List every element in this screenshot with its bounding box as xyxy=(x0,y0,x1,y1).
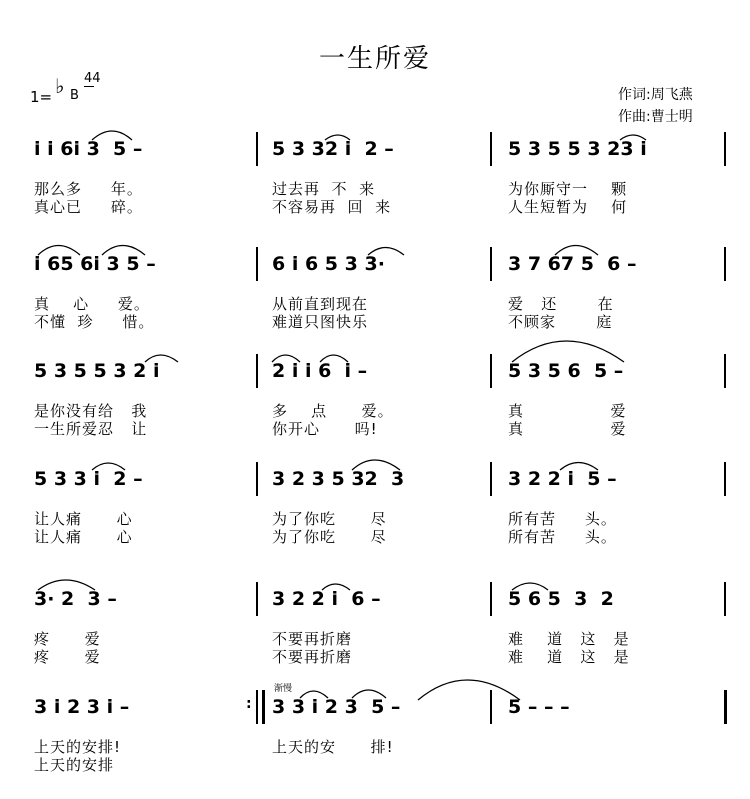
slur xyxy=(368,248,404,256)
lyric-line: 不要再折磨 xyxy=(272,648,353,666)
slur xyxy=(418,680,520,700)
lyric-line: 上天的安 排! xyxy=(272,738,394,756)
lyric-line: 所有苦 头。 xyxy=(508,510,617,528)
lyric-line: 真 爱 xyxy=(508,420,627,438)
lyric-line: 为你厮守一 颗 xyxy=(508,180,628,198)
note-group: 6 i 6 5 3 3· xyxy=(272,253,385,275)
time-numerator: 4 xyxy=(84,71,93,86)
note-group: 5 3 5 5 3 23 i xyxy=(508,138,647,160)
lyric-line: 疼 爱 xyxy=(34,648,101,666)
lyric-line: 真心已 碎。 xyxy=(34,198,143,216)
lyric-line: 难 道 这 是 xyxy=(508,630,630,648)
slur xyxy=(560,463,598,471)
lyric-line: 从前直到现在 xyxy=(272,295,369,313)
lyric-line: 是你没有给 我 xyxy=(34,402,148,420)
slur xyxy=(92,463,125,470)
lyric-line: 那么多 年。 xyxy=(34,180,143,198)
note-group: 5 3 5 5 3 2 i xyxy=(34,360,160,382)
slur xyxy=(145,355,178,362)
note-group: 5 – – – xyxy=(508,696,570,718)
lyric-line: 多 点 爱。 xyxy=(272,402,394,420)
slur xyxy=(38,580,95,590)
note-group: 3· 2 3 – xyxy=(34,588,117,610)
slur xyxy=(320,355,348,362)
lyric-line: 不要再折磨 xyxy=(272,630,353,648)
note-group: 3 i 2 3 i – xyxy=(34,696,130,718)
key-label: 1= xyxy=(30,88,53,106)
lyric-line: 真 爱 xyxy=(508,402,627,420)
lyric-line: 为了你吃 尽 xyxy=(272,510,387,528)
note-group: 5 3 32 i 2 – xyxy=(272,138,394,160)
lyric-line: 人生短暂为 何 xyxy=(508,198,628,216)
flat-icon: ♭ xyxy=(55,74,65,98)
note-group: 2 i i 6 i – xyxy=(272,360,368,382)
note-group: 3 7 67 5 6 – xyxy=(508,253,637,275)
song-title: 一生所爱 xyxy=(318,44,431,74)
lyric-line: 不懂 珍 惜。 xyxy=(34,313,155,331)
lyric-line: 让人痛 心 xyxy=(34,528,133,546)
note-group: 5 3 5 6 5 – xyxy=(508,360,624,382)
slur xyxy=(38,246,80,256)
lyric-line: 不容易再 回 来 xyxy=(272,198,392,216)
lyric-line: 所有苦 头。 xyxy=(508,528,617,546)
lyric-line: 上天的安排 xyxy=(34,756,115,774)
slur xyxy=(555,246,598,256)
tempo-mark: 渐慢 xyxy=(274,684,293,694)
note-group: 3 2 3 5 32 3 xyxy=(272,468,405,490)
slur xyxy=(352,690,386,698)
lyric-line: 上天的安排! xyxy=(34,738,122,756)
lyric-line: 疼 爱 xyxy=(34,630,101,648)
lyric-line: 不顾家 庭 xyxy=(508,313,613,331)
lyric-line: 难 道 这 是 xyxy=(508,648,630,666)
slur xyxy=(322,584,350,590)
slur xyxy=(272,355,300,362)
slur xyxy=(512,583,548,590)
time-denominator: 4 xyxy=(92,71,101,86)
lyric-line: 过去再 不 来 xyxy=(272,180,376,198)
slur xyxy=(92,131,132,140)
lyricist-credit: 作词:周飞燕 xyxy=(618,87,693,103)
slur xyxy=(620,135,646,140)
lyric-line: 爱 还 在 xyxy=(508,295,614,313)
repeat-dots-icon: : xyxy=(246,696,252,712)
note-group: 3 2 2 i 6 – xyxy=(272,588,381,610)
slur xyxy=(512,341,624,362)
key-note: B xyxy=(70,88,79,103)
note-group: 3 3 i 2 3 5 – xyxy=(272,696,401,718)
lyric-line: 让人痛 心 xyxy=(34,510,133,528)
slur xyxy=(352,460,400,470)
lyric-line: 一生所爱忍 让 xyxy=(34,420,148,438)
note-group: 5 6 5 3 2 xyxy=(508,588,614,610)
lyric-line: 真 心 爱。 xyxy=(34,295,150,313)
lyric-line: 你开心 吗! xyxy=(272,420,378,438)
note-group: 3 2 2 i 5 – xyxy=(508,468,617,490)
slur xyxy=(325,135,350,140)
slur xyxy=(102,246,145,256)
note-group: i i 6i 3 5 – xyxy=(34,138,143,160)
lyric-line: 难道只图快乐 xyxy=(272,313,369,331)
lyric-line: 为了你吃 尽 xyxy=(272,528,387,546)
note-group: 5 3 3 i 2 – xyxy=(34,468,143,490)
note-group: i 65 6i 3 5 – xyxy=(34,253,156,275)
slur xyxy=(300,691,328,698)
composer-credit: 作曲:曹士明 xyxy=(618,109,693,125)
